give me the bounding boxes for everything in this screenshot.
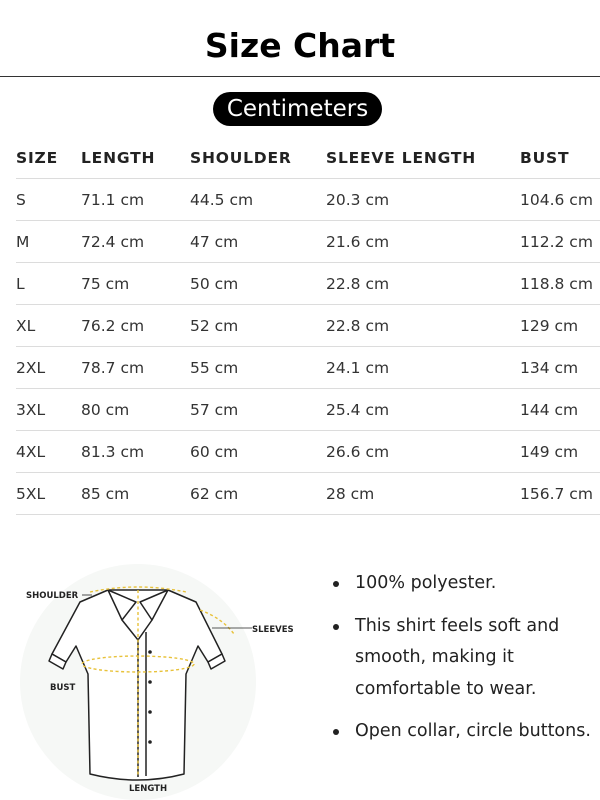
cell-size: 3XL bbox=[16, 389, 81, 431]
page-title: Size Chart bbox=[204, 26, 396, 65]
cell-bust: 149 cm bbox=[520, 431, 600, 473]
feature-item bbox=[330, 716, 600, 748]
feature-item bbox=[330, 611, 600, 706]
table-header-row bbox=[16, 138, 600, 179]
title-divider bbox=[0, 76, 600, 77]
table-row bbox=[16, 347, 600, 389]
cell-size: S bbox=[16, 179, 81, 221]
unit-badge: Centimeters bbox=[213, 92, 382, 126]
header-sleeve-length: SLEEVE LENGTH bbox=[326, 138, 520, 179]
table-row bbox=[16, 473, 600, 515]
bullet-icon bbox=[333, 581, 339, 587]
cell-length: 72.4 cm bbox=[81, 221, 190, 263]
cell-length: 80 cm bbox=[81, 389, 190, 431]
table-row bbox=[16, 431, 600, 473]
cell-shoulder: 60 cm bbox=[190, 431, 326, 473]
cell-size: M bbox=[16, 221, 81, 263]
header-length: LENGTH bbox=[81, 138, 190, 179]
cell-bust: 104.6 cm bbox=[520, 179, 600, 221]
cell-shoulder: 44.5 cm bbox=[190, 179, 326, 221]
table-row bbox=[16, 221, 600, 263]
cell-shoulder: 57 cm bbox=[190, 389, 326, 431]
cell-length: 81.3 cm bbox=[81, 431, 190, 473]
cell-bust: 134 cm bbox=[520, 347, 600, 389]
cell-length: 78.7 cm bbox=[81, 347, 190, 389]
shirt-diagram bbox=[20, 562, 310, 800]
table-row bbox=[16, 305, 600, 347]
bullet-icon bbox=[333, 729, 339, 735]
table-row bbox=[16, 179, 600, 221]
cell-sleeve-length: 24.1 cm bbox=[326, 347, 520, 389]
label-bust: BUST bbox=[50, 683, 76, 693]
cell-bust: 156.7 cm bbox=[520, 473, 600, 515]
cell-size: L bbox=[16, 263, 81, 305]
cell-sleeve-length: 22.8 cm bbox=[326, 263, 520, 305]
feature-text: This shirt feels soft and smooth, making it comfortable to wear. bbox=[355, 615, 560, 699]
feature-text: 100% polyester. bbox=[355, 573, 497, 593]
cell-size: 4XL bbox=[16, 431, 81, 473]
cell-length: 75 cm bbox=[81, 263, 190, 305]
cell-size: XL bbox=[16, 305, 81, 347]
size-table bbox=[16, 138, 600, 515]
label-shoulder: SHOULDER bbox=[26, 591, 79, 601]
feature-item bbox=[330, 568, 600, 600]
cell-sleeve-length: 25.4 cm bbox=[326, 389, 520, 431]
cell-sleeve-length: 28 cm bbox=[326, 473, 520, 515]
feature-text: Open collar, circle buttons. bbox=[355, 721, 591, 741]
cell-size: 5XL bbox=[16, 473, 81, 515]
cell-length: 76.2 cm bbox=[81, 305, 190, 347]
label-length: LENGTH bbox=[129, 784, 168, 794]
cell-length: 85 cm bbox=[81, 473, 190, 515]
cell-bust: 118.8 cm bbox=[520, 263, 600, 305]
feature-list bbox=[330, 568, 600, 759]
cell-shoulder: 50 cm bbox=[190, 263, 326, 305]
cell-length: 71.1 cm bbox=[81, 179, 190, 221]
header-shoulder: SHOULDER bbox=[190, 138, 326, 179]
cell-shoulder: 55 cm bbox=[190, 347, 326, 389]
cell-shoulder: 52 cm bbox=[190, 305, 326, 347]
cell-shoulder: 47 cm bbox=[190, 221, 326, 263]
table-row bbox=[16, 263, 600, 305]
label-sleeves: SLEEVES bbox=[252, 625, 294, 635]
cell-sleeve-length: 22.8 cm bbox=[326, 305, 520, 347]
bullet-icon bbox=[333, 624, 339, 630]
header-size: SIZE bbox=[16, 138, 81, 179]
cell-sleeve-length: 20.3 cm bbox=[326, 179, 520, 221]
cell-bust: 112.2 cm bbox=[520, 221, 600, 263]
cell-bust: 129 cm bbox=[520, 305, 600, 347]
cell-sleeve-length: 21.6 cm bbox=[326, 221, 520, 263]
cell-bust: 144 cm bbox=[520, 389, 600, 431]
cell-shoulder: 62 cm bbox=[190, 473, 326, 515]
cell-size: 2XL bbox=[16, 347, 81, 389]
table-row bbox=[16, 389, 600, 431]
header-bust: BUST bbox=[520, 138, 600, 179]
cell-sleeve-length: 26.6 cm bbox=[326, 431, 520, 473]
